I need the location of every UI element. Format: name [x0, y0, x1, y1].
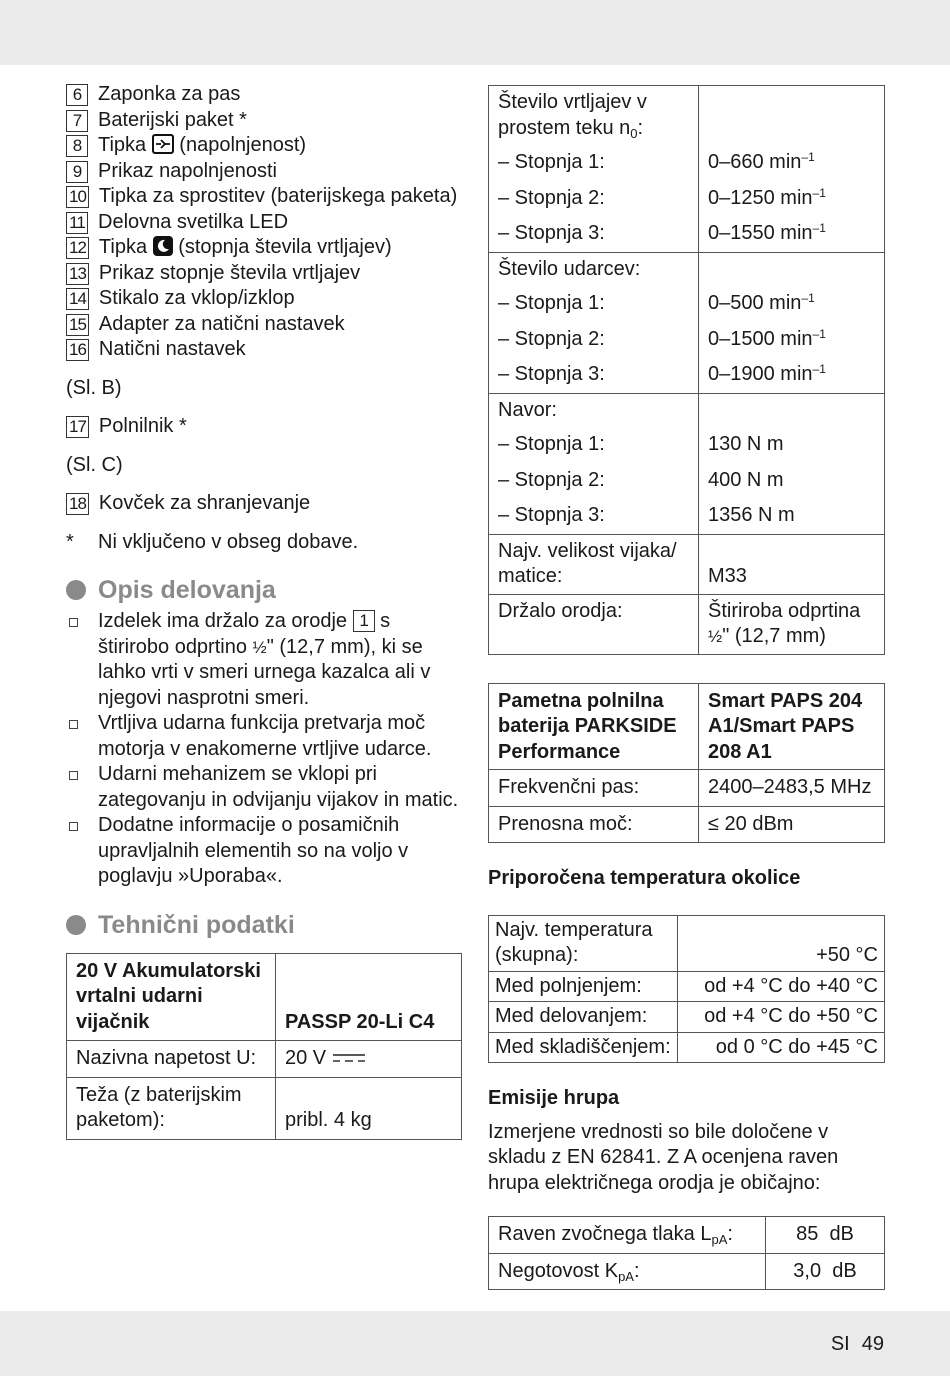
list-item [66, 813, 462, 890]
table-cell-value: +50 °C [678, 915, 885, 971]
value-text: 0–1500 min [708, 327, 813, 350]
table-cell-label: Prenosna moč: [489, 806, 699, 843]
figure-ref-b: (Sl. B) [66, 376, 122, 399]
table-cell-value [699, 252, 885, 286]
list-item [66, 312, 462, 338]
table-row [489, 393, 885, 427]
table-row [489, 86, 885, 146]
part-label [99, 235, 462, 261]
header-bar [0, 0, 950, 65]
noise-table [488, 1216, 885, 1290]
table-row [489, 915, 885, 971]
table-cell-value: od +4 °C do +50 °C [678, 1002, 885, 1033]
table-cell-label: Držalo orodja: [489, 594, 699, 654]
part-number: 15 [66, 314, 89, 336]
speed-label-colon: : [637, 116, 644, 139]
square-bullet-icon [66, 762, 98, 813]
table-row [489, 1217, 885, 1254]
part-label: Stikalo za vklop/izklop [98, 287, 295, 309]
list-item [66, 108, 462, 134]
table-cell-label: Frekvenčni pas: [489, 770, 699, 807]
value-text: 0–1550 min [708, 222, 813, 244]
label-colon: : [633, 1259, 640, 1282]
footnote-text: Ni vključeno v obseg dobave. [98, 530, 359, 553]
page-number: 49 [861, 1333, 884, 1355]
part-label: Polnilnik * [98, 415, 187, 437]
part-number: 6 [66, 84, 88, 106]
table-cell-label: Najv. velikost vijaka/ matice: [489, 534, 699, 594]
table-cell-label: – Stopnja 2: [489, 463, 699, 499]
part-number: 16 [66, 339, 89, 361]
bullet-text: " (12,7 mm), ki se lahko vrti v smeri urnega kazalca ali v njegovi nasprotni smeri. [98, 635, 431, 709]
table-row [489, 1032, 885, 1063]
value-sup: –1 [812, 362, 826, 376]
noise-text: Izmerjene vrednosti so bile določene v skladu z EN 62841. Z A ocenjena raven hrupa električnega orodja je običajno: [488, 1120, 839, 1194]
part-number: 11 [66, 212, 88, 234]
table-cell-value: 1356 N m [699, 498, 885, 534]
description-list [66, 609, 462, 890]
part-label [98, 133, 462, 159]
list-item [66, 286, 462, 312]
value-text: 0–1250 min [708, 186, 813, 209]
part-label: Zaponka za pas [98, 83, 241, 105]
value-text: 0–500 min [708, 292, 802, 314]
bullet-dot-icon [66, 580, 86, 600]
table-row [489, 770, 885, 807]
footnote [66, 530, 462, 556]
table-cell-label: Med polnjenjem: [489, 971, 678, 1002]
list-item [66, 491, 462, 517]
label-text: Raven zvočnega tlaka L [498, 1223, 712, 1245]
square-bullet-icon [66, 609, 98, 711]
part-label-post: (napolnjenost) [179, 134, 307, 156]
list-item [66, 82, 462, 108]
value-sup: –1 [801, 150, 815, 164]
table-row [489, 1253, 885, 1290]
part-label: Tipka za sprostitev (baterijskega paketa) [98, 185, 458, 207]
part-number: 7 [66, 110, 88, 132]
bullet-text: Izdelek ima držalo za orodje [98, 610, 348, 632]
table-cell-value: od 0 °C do +45 °C [678, 1032, 885, 1063]
table-cell-label: – Stopnja 3: [489, 357, 699, 393]
table-cell-value [699, 357, 885, 393]
bullet-text: Dodatne informacije o posamičnih upravljalnih elementih so na voljo v poglavju »Uporaba«. [98, 814, 409, 887]
moon-icon [153, 236, 173, 256]
table-cell-label: – Stopnja 2: [489, 322, 699, 358]
list-item [66, 235, 462, 261]
bullet-text: Vrtljiva udarna funkcija pretvarja moč motorja v enakomerne vrtljive udarce. [98, 712, 432, 760]
list-item [66, 133, 462, 159]
table-cell-value [699, 86, 885, 146]
part-number: 12 [66, 237, 89, 259]
part-number: 1 [353, 610, 375, 632]
table-cell-value: od +4 °C do +40 °C [678, 971, 885, 1002]
table-row [489, 594, 885, 654]
value-sup: –1 [812, 221, 826, 235]
table-row [489, 806, 885, 843]
table-cell-label: 20 V Akumulatorski vrtalni udarni vijačnik [67, 953, 276, 1041]
voltage-value: 20 V [285, 1047, 327, 1069]
table-row [489, 252, 885, 286]
table-row [489, 683, 885, 770]
tech-data-table [66, 953, 462, 1140]
dc-symbol-icon [332, 1053, 366, 1063]
table-cell-value: pribl. 4 kg [276, 1077, 462, 1139]
table-row [489, 1002, 885, 1033]
table-cell-value [699, 393, 885, 427]
part-label: Baterijski paket * [98, 108, 247, 131]
part-label-pre: Tipka [98, 134, 147, 156]
table-cell-label [489, 1217, 766, 1254]
value-text: 0–1900 min [708, 363, 813, 385]
list-item [66, 414, 462, 440]
table-row [489, 145, 885, 181]
square-bullet-icon [66, 711, 98, 762]
table-cell-label: – Stopnja 1: [489, 427, 699, 463]
right-column [488, 85, 885, 1290]
list-item [66, 762, 462, 813]
table-cell-value: PASSP 20-Li C4 [276, 953, 462, 1041]
page-footer [819, 1332, 884, 1358]
part-label: Adapter za natični nastavek [98, 312, 345, 335]
label-colon: : [727, 1223, 733, 1245]
value-text: 0–660 min [708, 151, 802, 173]
table-cell-value [276, 1041, 462, 1078]
table-cell-label: Med skladiščenjem: [489, 1032, 678, 1063]
part-label: Prikaz stopnje števila vrtljajev [98, 261, 361, 284]
heading-text: Opis delovanja [98, 576, 276, 604]
fraction-half: ½ [252, 637, 267, 657]
table-cell-value [699, 181, 885, 217]
heading-text: Tehnični podatki [98, 910, 295, 939]
part-label: Natični nastavek [98, 338, 246, 360]
figure-ref-c: (Sl. C) [66, 453, 123, 476]
table-cell-value: ≤ 20 dBm [699, 806, 885, 843]
table-cell-label: – Stopnja 1: [489, 145, 699, 181]
part-label: Kovček za shranjevanje [98, 492, 311, 514]
table-cell-value: 2400–2483,5 MHz [699, 770, 885, 807]
list-item [66, 337, 462, 363]
table-cell-label: Med delovanjem: [489, 1002, 678, 1033]
part-number: 10 [66, 186, 89, 208]
table-cell-label: Teža (z baterijskim paketom): [67, 1077, 276, 1139]
part-label-pre: Tipka [98, 236, 148, 258]
table-cell-value [699, 286, 885, 322]
list-item [66, 261, 462, 287]
value-sup: –1 [812, 326, 826, 341]
table-cell-value: 130 N m [699, 427, 885, 463]
table-cell-label: – Stopnja 3: [489, 498, 699, 534]
table-cell-value: M33 [699, 534, 885, 594]
part-label: Delovna svetilka LED [98, 210, 289, 233]
value-text: Štiriroba odprtina [708, 599, 861, 622]
table-cell-label: – Stopnja 1: [489, 286, 699, 322]
bullet-text: s štirirobo odprtino [98, 610, 391, 658]
table-cell-value [699, 594, 885, 654]
table-row [489, 427, 885, 463]
part-label-post: (stopnja števila vrtljajev) [178, 236, 392, 258]
table-row [67, 1041, 462, 1078]
list-item [66, 711, 462, 762]
table-cell-label: Nazivna napetost U: [67, 1041, 276, 1078]
table-cell-value: 400 N m [699, 463, 885, 499]
part-number: 13 [66, 263, 89, 285]
table-cell-value [699, 322, 885, 358]
bullet-text: Udarni mehanizem se vklopi pri zategovanju in odvijanju vijakov in matic. [98, 763, 459, 811]
fraction-half: ½ [708, 627, 723, 646]
table-row [489, 534, 885, 594]
table-row [67, 953, 462, 1041]
table-cell-label: – Stopnja 2: [489, 181, 699, 217]
section-heading-tech [66, 910, 462, 940]
table-row [489, 322, 885, 358]
list-item [66, 184, 462, 210]
label-sub: pA [711, 1232, 728, 1247]
square-bullet-icon [66, 813, 98, 890]
list-item [66, 159, 462, 185]
label-text: Negotovost K [498, 1259, 619, 1282]
table-row [489, 357, 885, 393]
list-item [66, 210, 462, 236]
table-cell-label: Pametna polnilna baterija PARKSIDE Performance [489, 683, 699, 770]
value-sup: –1 [812, 185, 826, 200]
value-text: " (12,7 mm) [722, 625, 826, 647]
table-cell-label: Navor: [489, 393, 699, 427]
table-row [67, 1077, 462, 1139]
table-row [489, 286, 885, 322]
table-row [489, 181, 885, 217]
part-label: Prikaz napolnjenosti [98, 159, 277, 182]
table-cell-value: Smart PAPS 204 A1/Smart PAPS 208 A1 [699, 683, 885, 770]
table-cell-value [699, 145, 885, 181]
table-cell-label [489, 86, 699, 146]
part-number: 17 [66, 416, 89, 438]
battery-table [488, 683, 885, 844]
table-row [489, 463, 885, 499]
table-row [489, 498, 885, 534]
value-sup: –1 [801, 291, 815, 305]
speed-label: Število vrtljajev v prostem teku n [498, 91, 647, 139]
footer-bar [0, 1311, 950, 1376]
language-code: SI [830, 1333, 850, 1355]
temperature-heading: Priporočena temperatura okolice [488, 867, 801, 889]
table-cell-label: Število udarcev: [489, 252, 699, 286]
footnote-mark: * [66, 530, 74, 553]
list-item [66, 609, 462, 711]
left-column [66, 82, 462, 1140]
part-number: 8 [66, 135, 88, 157]
table-cell-label: – Stopnja 3: [489, 216, 699, 252]
table-cell-label [489, 1253, 766, 1290]
part-number: 14 [66, 288, 89, 310]
speed-label-sub: 0 [630, 125, 638, 141]
part-number: 18 [66, 493, 89, 515]
label-sub: pA [618, 1268, 634, 1284]
specs-table [488, 85, 885, 655]
battery-charge-icon [152, 134, 174, 154]
table-cell-label: Najv. temperatura (skupna): [489, 915, 678, 971]
table-cell-value [699, 216, 885, 252]
noise-heading: Emisije hrupa [488, 1087, 620, 1109]
table-row [489, 971, 885, 1002]
parts-list [66, 82, 462, 363]
section-heading-opis [66, 575, 462, 605]
table-row [489, 216, 885, 252]
table-cell-value: 3,0 dB [766, 1253, 885, 1290]
part-number: 9 [66, 161, 88, 183]
temperature-table [488, 915, 885, 1064]
table-cell-value: 85 dB [766, 1217, 885, 1254]
bullet-dot-icon [66, 915, 86, 935]
